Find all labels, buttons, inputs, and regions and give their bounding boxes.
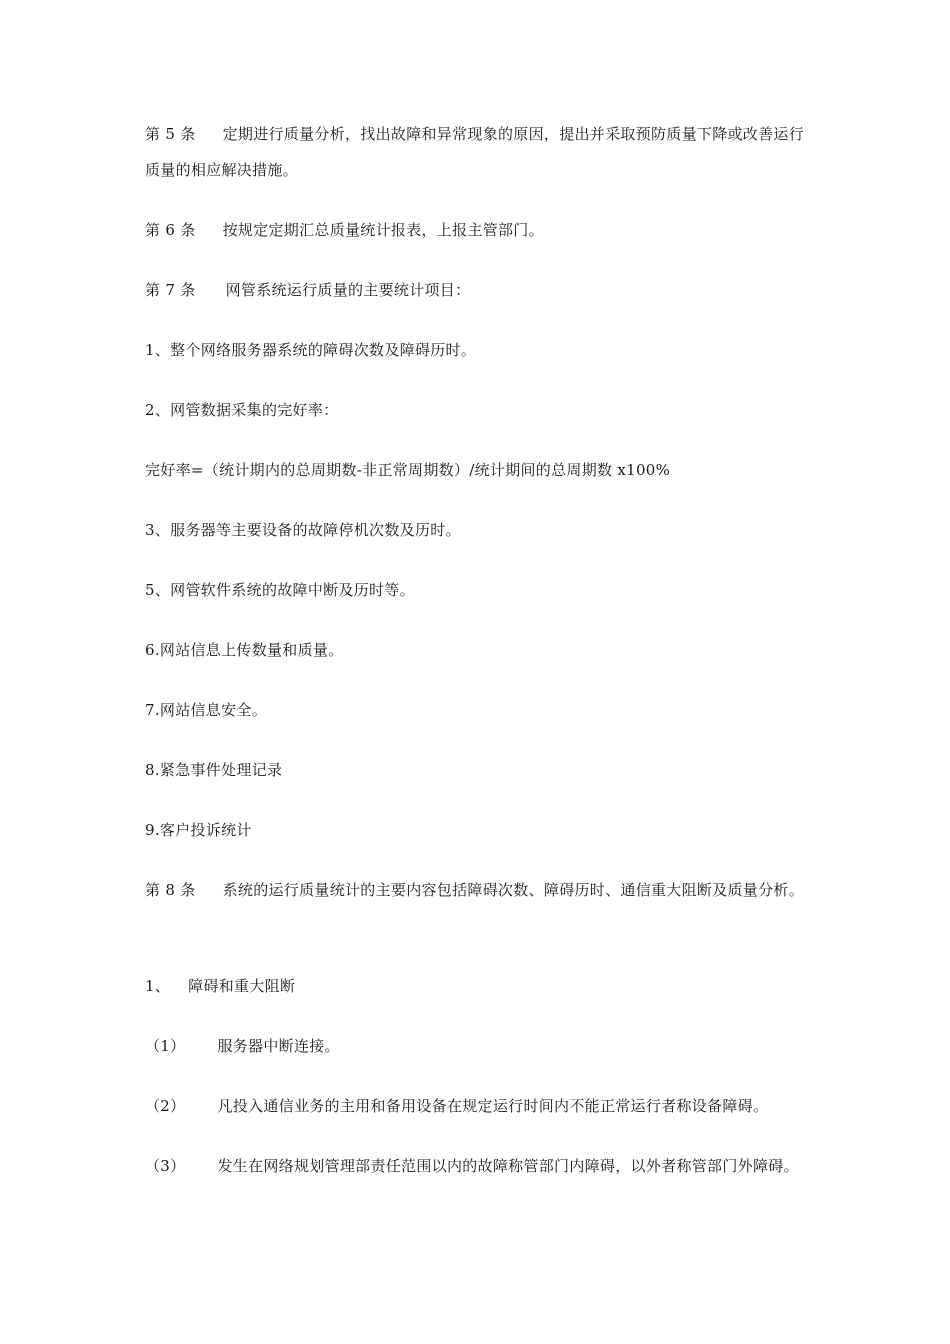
section-1-text: 障碍和重大阻断 xyxy=(188,977,296,995)
sub-item-2-label: （2） xyxy=(145,1097,186,1115)
section-1-label: 1、 xyxy=(145,977,171,995)
article-6 xyxy=(145,212,810,248)
list-item: 9.客户投诉统计 xyxy=(145,821,252,839)
list-item: 7.网站信息安全。 xyxy=(145,701,268,719)
article-5-text: 定期进行质量分析，找出故障和异常现象的原因，提出并采取预防质量下降或改善运行质量的相应解决措施。 xyxy=(145,125,804,179)
list-item: 6.网站信息上传数量和质量。 xyxy=(145,641,344,659)
list-item: 1、整个网络服务器系统的障碍次数及障碍历时。 xyxy=(145,341,477,359)
article-6-label: 第 6 条 xyxy=(145,221,196,239)
list-item: 8.紧急事件处理记录 xyxy=(145,761,283,779)
article-5 xyxy=(145,116,810,188)
sub-item-3 xyxy=(145,1148,810,1184)
sub-item-2-text: 凡投入通信业务的主用和备用设备在规定运行时间内不能正常运行者称设备障碍。 xyxy=(217,1097,769,1115)
formula-line: 完好率=（统计期内的总周期数-非正常周期数）/统计期间的总周期数 x100% xyxy=(145,461,671,479)
article-8-label: 第 8 条 xyxy=(145,881,196,899)
sub-item-3-label: （3） xyxy=(145,1157,186,1175)
sub-item-1-label: （1） xyxy=(145,1037,186,1055)
article-6-text: 按规定定期汇总质量统计报表，上报主管部门。 xyxy=(222,221,544,239)
article-7 xyxy=(145,272,810,308)
article-5-label: 第 5 条 xyxy=(145,125,196,143)
sub-item-1-text: 服务器中断连接。 xyxy=(217,1037,340,1055)
article-7-label: 第 7 条 xyxy=(145,281,196,299)
sub-item-3-text: 发生在网络规划管理部责任范围以内的故障称管部门内障碍，以外者称管部门外障碍。 xyxy=(217,1157,799,1175)
article-7-text: 网管系统运行质量的主要统计项目： xyxy=(225,281,471,299)
section-1 xyxy=(145,968,810,1004)
list-item: 2、网管数据采集的完好率： xyxy=(145,401,339,419)
sub-item-2 xyxy=(145,1088,810,1124)
article-8-text: 系统的运行质量统计的主要内容包括障碍次数、障碍历时、通信重大阻断及质量分析。 xyxy=(222,881,804,899)
article-8 xyxy=(145,872,810,908)
sub-item-1 xyxy=(145,1028,810,1064)
list-item: 5、网管软件系统的故障中断及历时等。 xyxy=(145,581,415,599)
list-item: 3、服务器等主要设备的故障停机次数及历时。 xyxy=(145,521,461,539)
